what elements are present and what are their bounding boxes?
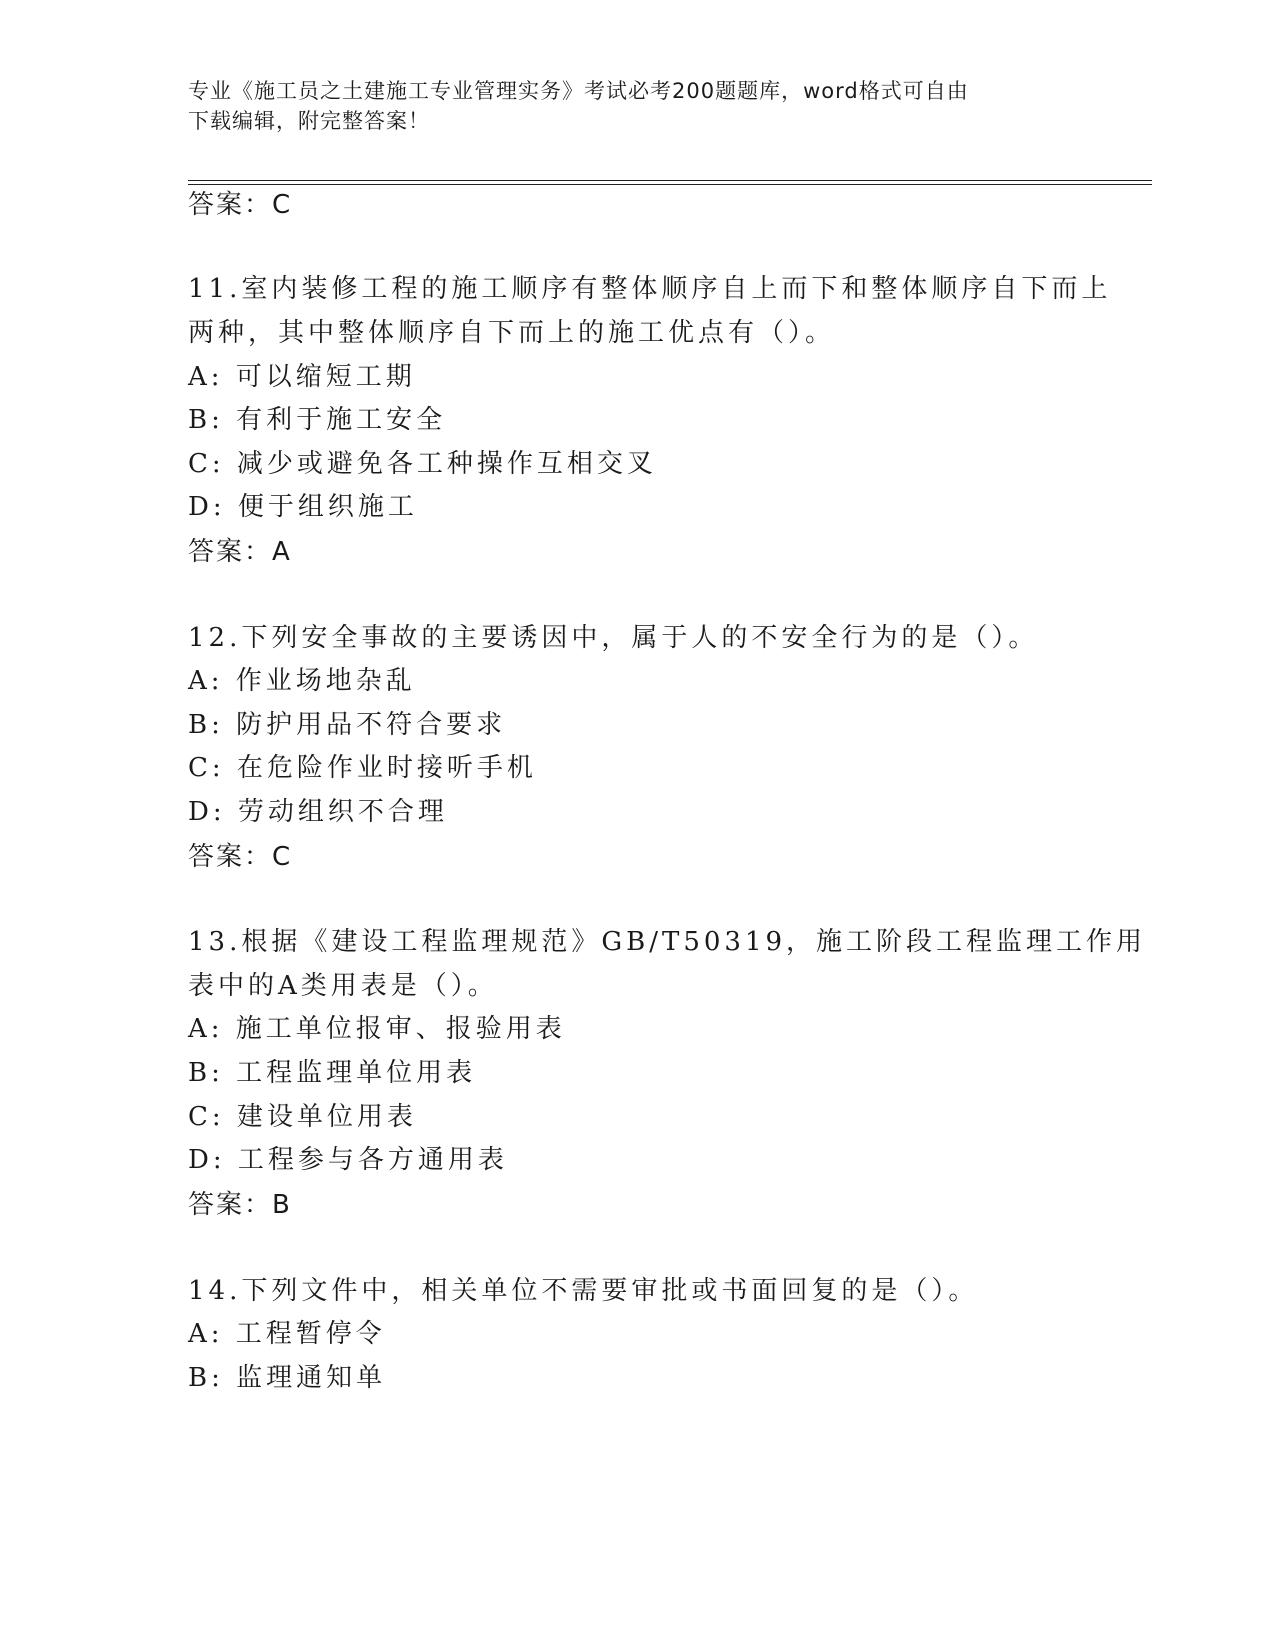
- question-11-option-c: C: 减少或避免各工种操作互相交叉: [188, 449, 657, 479]
- question-12-option-c: C: 在危险作业时接听手机: [188, 753, 537, 783]
- document-header: [188, 76, 1088, 136]
- question-14-option-b: B: 监理通知单: [188, 1363, 387, 1393]
- question-13-option-d: D: 工程参与各方通用表: [188, 1145, 508, 1175]
- question-11-stem-line-1: 11.室内装修工程的施工顺序有整体顺序自上而下和整体顺序自下而上: [188, 274, 1112, 304]
- question-12-option-d: D: 劳动组织不合理: [188, 797, 448, 827]
- header-line-2: 下载编辑，附完整答案！: [188, 109, 430, 133]
- question-13-stem-line-1: 13.根据《建设工程监理规范》GB/T50319，施工阶段工程监理工作用: [188, 927, 1147, 957]
- question-12-answer: 答案：C: [188, 842, 293, 872]
- question-11-answer: 答案：A: [188, 537, 292, 567]
- header-divider-top: [188, 180, 1152, 181]
- question-12-option-b: B: 防护用品不符合要求: [188, 710, 507, 740]
- question-13-answer: 答案：B: [188, 1190, 292, 1220]
- question-13-option-a: A: 施工单位报审、报验用表: [188, 1014, 566, 1044]
- question-11-option-a: A: 可以缩短工期: [188, 362, 416, 392]
- previous-answer: 答案：C: [188, 190, 293, 220]
- question-12-stem-line-1: 12.下列安全事故的主要诱因中，属于人的不安全行为的是（）。: [188, 623, 1039, 653]
- question-11-option-b: B: 有利于施工安全: [188, 405, 447, 435]
- header-line-1: 专业《施工员之土建施工专业管理实务》考试必考200题题库，word格式可自由: [188, 79, 969, 103]
- question-11-option-d: D: 便于组织施工: [188, 492, 418, 522]
- question-14-option-a: A: 工程暂停令: [188, 1319, 386, 1349]
- question-13-option-b: B: 工程监理单位用表: [188, 1058, 477, 1088]
- question-13-option-c: C: 建设单位用表: [188, 1102, 417, 1132]
- question-13-stem-line-2: 表中的A类用表是（）。: [188, 971, 498, 1001]
- question-11-stem-line-2: 两种，其中整体顺序自下而上的施工优点有（）。: [188, 318, 836, 348]
- question-14-stem-line-1: 14.下列文件中，相关单位不需要审批或书面回复的是（）。: [188, 1276, 979, 1306]
- header-divider-bottom: [188, 184, 1152, 185]
- question-12-option-a: A: 作业场地杂乱: [188, 666, 416, 696]
